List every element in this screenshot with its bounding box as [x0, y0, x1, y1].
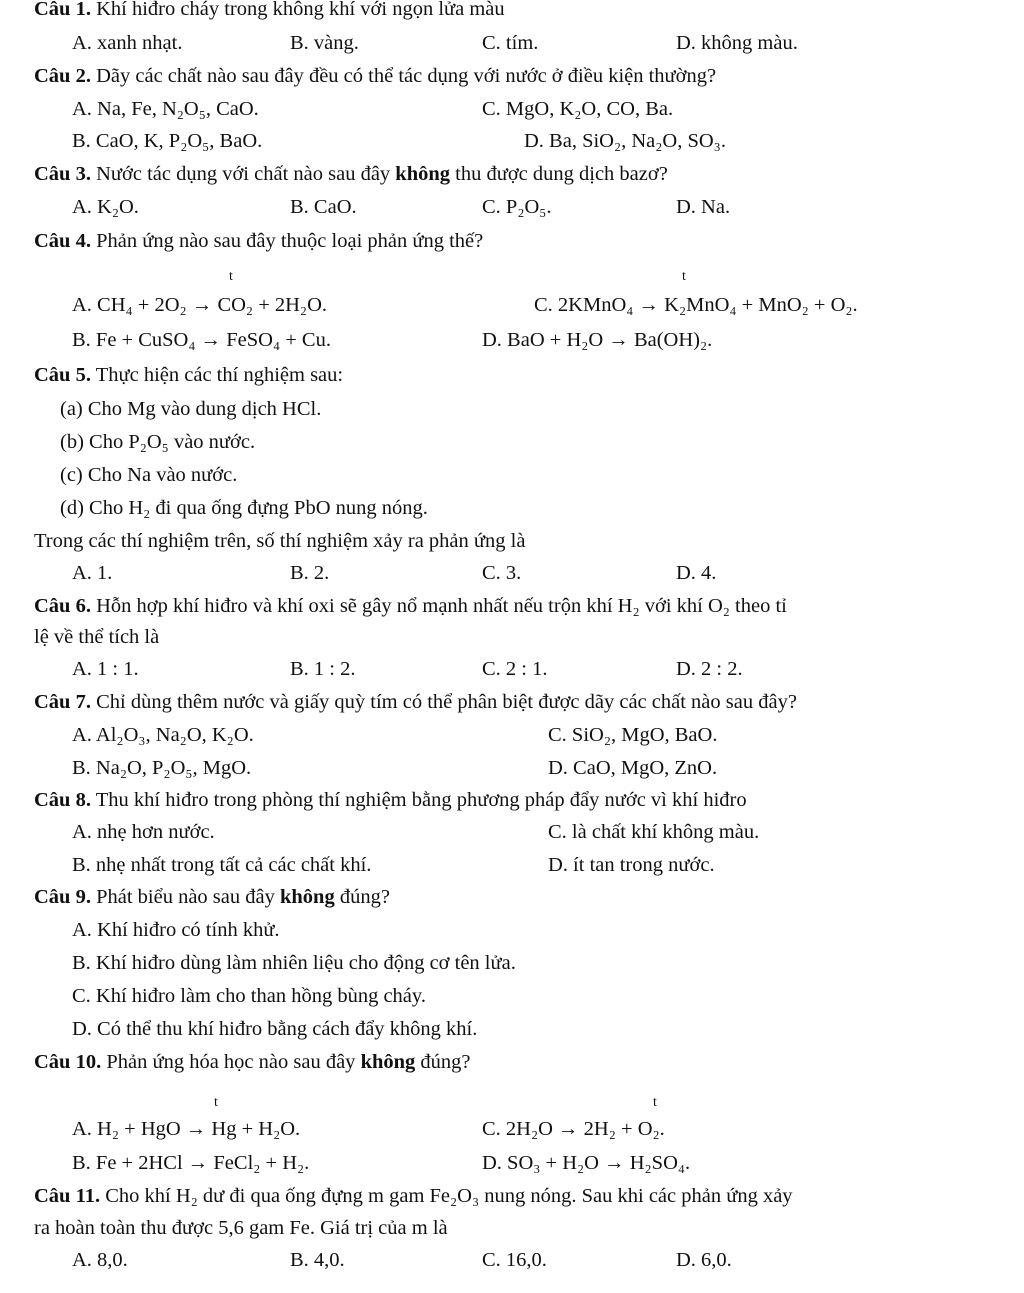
q5-option-a: A. 1.	[72, 562, 113, 584]
question-3-text-post: thu được dung dịch bazơ?	[455, 163, 668, 185]
q4-option-d: D. BaO + H₂O → Ba(OH)₂.	[482, 329, 713, 351]
q6-option-a: A. 1 : 1.	[72, 658, 139, 680]
question-5-text: Thực hiện các thí nghiệm sau:	[95, 364, 344, 386]
q7-option-a: A. Al₂O₃, Na₂O, K₂O.	[72, 724, 254, 746]
q5-option-b: B. 2.	[290, 562, 330, 584]
q4-heat-mark-c: t	[682, 269, 686, 284]
question-11-text: Cho khí H₂ dư đi qua ống đựng m gam Fe₂O₃ nung nóng. Sau khi các phản ứng xảy	[105, 1185, 793, 1207]
q5-prompt: Trong các thí nghiệm trên, số thí nghiệm xảy ra phản ứng là	[34, 530, 526, 552]
question-10-text-pre: Phản ứng hóa học nào sau đây	[106, 1051, 356, 1073]
q1-option-a: A. xanh nhạt.	[72, 32, 183, 54]
question-11-label: Câu 11.	[34, 1185, 101, 1207]
question-8	[34, 787, 747, 813]
q5-option-c: C. 3.	[482, 562, 522, 584]
question-6	[34, 593, 787, 619]
q2-option-c: C. MgO, K₂O, CO, Ba.	[482, 98, 674, 120]
question-3	[34, 161, 668, 187]
q8-option-b: B. nhẹ nhất trong tất cả các chất khí.	[72, 854, 372, 876]
question-6-label: Câu 6.	[34, 595, 91, 617]
question-8-text: Thu khí hiđro trong phòng thí nghiệm bằng phương pháp đẩy nước vì khí hiđro	[95, 789, 747, 811]
q11-option-b: B. 4,0.	[290, 1249, 345, 1271]
question-9-text-pre: Phát biểu nào sau đây	[96, 886, 275, 908]
q1-option-d: D. không màu.	[676, 32, 798, 54]
question-10-text-bold: không	[360, 1051, 416, 1073]
q3-option-c: C. P₂O₅.	[482, 196, 552, 218]
q2-option-d: D. Ba, SiO₂, Na₂O, SO₃.	[524, 130, 726, 152]
q9-option-c: C. Khí hiđro làm cho than hồng bùng cháy.	[72, 985, 426, 1007]
question-7	[34, 689, 797, 715]
q9-option-d: D. Có thể thu khí hiđro bằng cách đẩy không khí.	[72, 1018, 478, 1040]
q9-option-b: B. Khí hiđro dùng làm nhiên liệu cho động cơ tên lửa.	[72, 952, 516, 974]
q3-option-d: D. Na.	[676, 196, 731, 218]
q5-item-a: (a) Cho Mg vào dung dịch HCl.	[60, 398, 322, 420]
question-11-text-2: ra hoàn toàn thu được 5,6 gam Fe. Giá trị của m là	[34, 1217, 448, 1239]
q6-option-d: D. 2 : 2.	[676, 658, 743, 680]
question-5	[34, 362, 343, 388]
question-9-label: Câu 9.	[34, 886, 91, 908]
q7-option-b: B. Na₂O, P₂O₅, MgO.	[72, 757, 252, 779]
q5-item-d: (d) Cho H₂ đi qua ống đựng PbO nung nóng.	[60, 497, 428, 519]
q8-option-c: C. là chất khí không màu.	[548, 821, 760, 843]
q2-option-b: B. CaO, K, P₂O₅, BaO.	[72, 130, 263, 152]
q10-heat-mark-a: t	[214, 1095, 218, 1110]
question-4-text: Phản ứng nào sau đây thuộc loại phản ứng thế?	[96, 230, 484, 252]
q1-option-c: C. tím.	[482, 32, 539, 54]
question-3-text-pre: Nước tác dụng với chất nào sau đây	[96, 163, 391, 185]
q3-option-a: A. K₂O.	[72, 196, 139, 218]
question-5-label: Câu 5.	[34, 364, 91, 386]
question-9-text-bold: không	[279, 886, 335, 908]
q5-option-d: D. 4.	[676, 562, 717, 584]
question-1	[34, 0, 505, 22]
q6-option-b: B. 1 : 2.	[290, 658, 356, 680]
question-3-text-bold: không	[395, 163, 451, 185]
question-7-label: Câu 7.	[34, 691, 91, 713]
q4-heat-mark-a: t	[229, 269, 233, 284]
q10-option-c: C. 2H₂O → 2H₂ + O₂.	[482, 1118, 665, 1140]
q5-item-c: (c) Cho Na vào nước.	[60, 464, 238, 486]
q1-option-b: B. vàng.	[290, 32, 359, 54]
q8-option-a: A. nhẹ hơn nước.	[72, 821, 215, 843]
question-1-label: Câu 1.	[34, 0, 91, 20]
q7-option-c: C. SiO₂, MgO, BaO.	[548, 724, 718, 746]
question-9	[34, 884, 390, 910]
question-2-text: Dãy các chất nào sau đây đều có thể tác dụng với nước ở điều kiện thường?	[96, 65, 717, 87]
question-11	[34, 1183, 793, 1209]
q9-option-a: A. Khí hiđro có tính khử.	[72, 919, 280, 941]
question-6-text: Hỗn hợp khí hiđro và khí oxi sẽ gây nổ mạnh nhất nếu trộn khí H₂ với khí O₂ theo tỉ	[96, 595, 787, 617]
q10-option-d: D. SO₃ + H₂O → H₂SO₄.	[482, 1152, 691, 1174]
q5-item-b: (b) Cho P₂O₅ vào nước.	[60, 431, 256, 453]
question-8-label: Câu 8.	[34, 789, 91, 811]
q4-option-a: A. CH₄ + 2O₂ → CO₂ + 2H₂O.	[72, 294, 328, 316]
question-4	[34, 228, 483, 254]
question-2	[34, 63, 716, 89]
q11-option-d: D. 6,0.	[676, 1249, 732, 1271]
q11-option-c: C. 16,0.	[482, 1249, 547, 1271]
q10-option-a: A. H₂ + HgO → Hg + H₂O.	[72, 1118, 301, 1140]
q2-option-a: A. Na, Fe, N₂O₅, CaO.	[72, 98, 259, 120]
question-10-label: Câu 10.	[34, 1051, 102, 1073]
question-1-text: Khí hiđro cháy trong không khí với ngọn lửa màu	[96, 0, 505, 20]
question-10-text-post: đúng?	[420, 1051, 471, 1073]
question-9-text-post: đúng?	[339, 886, 390, 908]
q3-option-b: B. CaO.	[290, 196, 357, 218]
q10-heat-mark-c: t	[653, 1095, 657, 1110]
question-2-label: Câu 2.	[34, 65, 91, 87]
q7-option-d: D. CaO, MgO, ZnO.	[548, 757, 718, 779]
question-7-text: Chỉ dùng thêm nước và giấy quỳ tím có thể phân biệt được dãy các chất nào sau đây?	[96, 691, 797, 713]
question-3-label: Câu 3.	[34, 163, 91, 185]
q4-option-b: B. Fe + CuSO₄ → FeSO₄ + Cu.	[72, 329, 331, 351]
q8-option-d: D. ít tan trong nước.	[548, 854, 715, 876]
q11-option-a: A. 8,0.	[72, 1249, 128, 1271]
q10-option-b: B. Fe + 2HCl → FeCl₂ + H₂.	[72, 1152, 310, 1174]
question-6-text-2: lệ về thể tích là	[34, 626, 160, 648]
question-4-label: Câu 4.	[34, 230, 91, 252]
question-10	[34, 1049, 471, 1075]
q6-option-c: C. 2 : 1.	[482, 658, 548, 680]
q4-option-c: C. 2KMnO₄ → K₂MnO₄ + MnO₂ + O₂.	[534, 294, 858, 316]
